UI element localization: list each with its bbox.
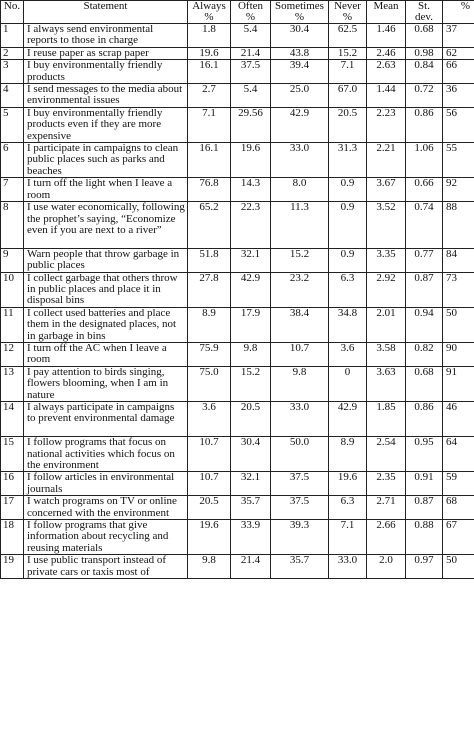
cell-pct: 50 [443,555,474,579]
table-row [1,307,474,342]
cell-never: 33.0 [329,555,367,579]
table-row [1,47,474,59]
cell-statement: I always send environmental reports to those in charge [24,24,188,48]
cell-no: 9 [1,248,24,272]
header-no: No. [1,1,24,24]
cell-no: 3 [1,60,24,84]
cell-never: 0.9 [329,178,367,202]
table-row [1,24,474,48]
cell-stdev: 0.86 [406,107,443,142]
cell-pct: 56 [443,107,474,142]
header-pct: % [443,1,474,24]
cell-sometimes: 38.4 [271,307,329,342]
cell-sometimes: 39.4 [271,60,329,84]
cell-often: 32.1 [231,472,271,496]
cell-no: 14 [1,401,24,436]
cell-stdev: 0.68 [406,24,443,48]
cell-sometimes: 9.8 [271,366,329,401]
cell-always: 7.1 [188,107,231,142]
cell-statement: I reuse paper as scrap paper [24,47,188,59]
cell-stdev: 0.87 [406,496,443,520]
cell-mean: 2.92 [367,272,406,307]
cell-never: 7.1 [329,60,367,84]
cell-never: 19.6 [329,472,367,496]
table-row [1,472,474,496]
header-mean: Mean [367,1,406,24]
cell-never: 0.9 [329,202,367,249]
cell-pct: 91 [443,366,474,401]
cell-sometimes: 8.0 [271,178,329,202]
cell-sometimes: 42.9 [271,107,329,142]
cell-no: 18 [1,520,24,555]
cell-no: 11 [1,307,24,342]
cell-never: 42.9 [329,401,367,436]
cell-pct: 84 [443,248,474,272]
cell-mean: 2.46 [367,47,406,59]
cell-pct: 37 [443,24,474,48]
cell-never: 3.6 [329,342,367,366]
header-often: Often % [231,1,271,24]
table-row [1,84,474,108]
cell-never: 0 [329,366,367,401]
cell-mean: 2.63 [367,60,406,84]
cell-pct: 64 [443,437,474,472]
cell-stdev: 0.82 [406,342,443,366]
table-row [1,107,474,142]
header-never: Never % [329,1,367,24]
table-row [1,202,474,249]
table-body [1,24,474,579]
table-row [1,437,474,472]
table-row [1,143,474,178]
header-sometimes: Sometimes % [271,1,329,24]
cell-mean: 3.63 [367,366,406,401]
cell-statement: I follow programs that give information about recycling and reusing materials [24,520,188,555]
cell-statement: I watch programs on TV or online concerned with the environment [24,496,188,520]
table-row [1,248,474,272]
cell-mean: 2.35 [367,472,406,496]
cell-statement: I always participate in campaigns to prevent environmental damage [24,401,188,436]
cell-stdev: 0.74 [406,202,443,249]
cell-statement: I send messages to the media about environmental issues [24,84,188,108]
cell-no: 12 [1,342,24,366]
table-row [1,178,474,202]
header-stdev: St. dev. [406,1,443,24]
cell-no: 1 [1,24,24,48]
cell-no: 7 [1,178,24,202]
cell-statement: Warn people that throw garbage in public places [24,248,188,272]
cell-no: 13 [1,366,24,401]
table-row [1,60,474,84]
cell-always: 9.8 [188,555,231,579]
cell-never: 15.2 [329,47,367,59]
cell-pct: 67 [443,520,474,555]
cell-mean: 3.58 [367,342,406,366]
cell-mean: 3.35 [367,248,406,272]
cell-never: 8.9 [329,437,367,472]
cell-often: 37.5 [231,60,271,84]
cell-often: 21.4 [231,555,271,579]
header-statement: Statement [24,1,188,24]
cell-no: 15 [1,437,24,472]
cell-often: 19.6 [231,143,271,178]
cell-always: 19.6 [188,520,231,555]
cell-stdev: 0.72 [406,84,443,108]
cell-often: 30.4 [231,437,271,472]
table-header [1,1,474,24]
cell-often: 33.9 [231,520,271,555]
cell-always: 75.0 [188,366,231,401]
cell-stdev: 0.94 [406,307,443,342]
cell-statement: I turn off the AC when I leave a room [24,342,188,366]
cell-pct: 46 [443,401,474,436]
cell-often: 22.3 [231,202,271,249]
cell-statement: I pay attention to birds singing, flowers blooming, when I am in nature [24,366,188,401]
cell-always: 75.9 [188,342,231,366]
cell-no: 16 [1,472,24,496]
cell-sometimes: 23.2 [271,272,329,307]
cell-always: 8.9 [188,307,231,342]
cell-no: 19 [1,555,24,579]
cell-mean: 2.0 [367,555,406,579]
cell-always: 51.8 [188,248,231,272]
table-row [1,496,474,520]
cell-stdev: 0.86 [406,401,443,436]
cell-statement: I participate in campaigns to clean public places such as parks and beaches [24,143,188,178]
cell-often: 17.9 [231,307,271,342]
cell-always: 1.8 [188,24,231,48]
cell-stdev: 1.06 [406,143,443,178]
cell-pct: 50 [443,307,474,342]
cell-no: 4 [1,84,24,108]
cell-pct: 73 [443,272,474,307]
header-always: Always % [188,1,231,24]
cell-often: 32.1 [231,248,271,272]
cell-often: 42.9 [231,272,271,307]
cell-always: 76.8 [188,178,231,202]
cell-pct: 36 [443,84,474,108]
cell-no: 6 [1,143,24,178]
cell-always: 16.1 [188,143,231,178]
cell-always: 65.2 [188,202,231,249]
table-row [1,342,474,366]
cell-never: 31.3 [329,143,367,178]
cell-often: 29.56 [231,107,271,142]
cell-sometimes: 39.3 [271,520,329,555]
cell-pct: 66 [443,60,474,84]
cell-statement: I collect garbage that others throw in public places and place it in disposal bins [24,272,188,307]
cell-always: 19.6 [188,47,231,59]
cell-mean: 2.71 [367,496,406,520]
cell-sometimes: 37.5 [271,472,329,496]
cell-always: 10.7 [188,472,231,496]
cell-statement: I buy environmentally friendly products even if they are more expensive [24,107,188,142]
cell-sometimes: 25.0 [271,84,329,108]
cell-often: 15.2 [231,366,271,401]
cell-never: 62.5 [329,24,367,48]
table-row [1,555,474,579]
cell-mean: 3.67 [367,178,406,202]
cell-never: 0.9 [329,248,367,272]
cell-stdev: 0.95 [406,437,443,472]
cell-always: 20.5 [188,496,231,520]
cell-never: 34.8 [329,307,367,342]
cell-sometimes: 33.0 [271,143,329,178]
cell-stdev: 0.91 [406,472,443,496]
cell-stdev: 0.98 [406,47,443,59]
cell-never: 20.5 [329,107,367,142]
table-row [1,401,474,436]
cell-mean: 2.01 [367,307,406,342]
cell-mean: 2.21 [367,143,406,178]
cell-never: 6.3 [329,496,367,520]
cell-statement: I follow articles in environmental journals [24,472,188,496]
cell-sometimes: 35.7 [271,555,329,579]
cell-sometimes: 30.4 [271,24,329,48]
cell-statement: I collect used batteries and place them in the designated places, not in garbage in bins [24,307,188,342]
cell-often: 5.4 [231,24,271,48]
cell-statement: I follow programs that focus on national activities which focus on the environment [24,437,188,472]
cell-mean: 1.46 [367,24,406,48]
cell-often: 21.4 [231,47,271,59]
cell-mean: 1.44 [367,84,406,108]
cell-pct: 59 [443,472,474,496]
cell-always: 10.7 [188,437,231,472]
cell-sometimes: 11.3 [271,202,329,249]
table-row [1,520,474,555]
cell-stdev: 0.66 [406,178,443,202]
cell-mean: 3.52 [367,202,406,249]
cell-no: 2 [1,47,24,59]
cell-sometimes: 33.0 [271,401,329,436]
cell-pct: 68 [443,496,474,520]
cell-often: 35.7 [231,496,271,520]
cell-mean: 2.54 [367,437,406,472]
table-row [1,272,474,307]
cell-sometimes: 43.8 [271,47,329,59]
cell-pct: 62 [443,47,474,59]
cell-always: 16.1 [188,60,231,84]
cell-mean: 1.85 [367,401,406,436]
cell-statement: I use public transport instead of private cars or taxis most of [24,555,188,579]
cell-sometimes: 15.2 [271,248,329,272]
cell-statement: I use water economically, following the prophet’s saying, “Economize even if you are next to a river” [24,202,188,249]
cell-stdev: 0.88 [406,520,443,555]
cell-stdev: 0.84 [406,60,443,84]
cell-no: 8 [1,202,24,249]
cell-stdev: 0.87 [406,272,443,307]
cell-always: 27.8 [188,272,231,307]
cell-pct: 90 [443,342,474,366]
cell-no: 5 [1,107,24,142]
cell-never: 67.0 [329,84,367,108]
cell-always: 3.6 [188,401,231,436]
cell-often: 9.8 [231,342,271,366]
cell-always: 2.7 [188,84,231,108]
cell-often: 20.5 [231,401,271,436]
cell-mean: 2.23 [367,107,406,142]
cell-never: 7.1 [329,520,367,555]
cell-never: 6.3 [329,272,367,307]
cell-sometimes: 10.7 [271,342,329,366]
cell-stdev: 0.68 [406,366,443,401]
cell-no: 10 [1,272,24,307]
cell-stdev: 0.97 [406,555,443,579]
cell-sometimes: 37.5 [271,496,329,520]
table-row [1,366,474,401]
cell-often: 14.3 [231,178,271,202]
cell-sometimes: 50.0 [271,437,329,472]
cell-pct: 55 [443,143,474,178]
cell-mean: 2.66 [367,520,406,555]
cell-often: 5.4 [231,84,271,108]
cell-no: 17 [1,496,24,520]
cell-statement: I turn off the light when I leave a room [24,178,188,202]
cell-stdev: 0.77 [406,248,443,272]
cell-statement: I buy environmentally friendly products [24,60,188,84]
cell-pct: 92 [443,178,474,202]
cell-pct: 88 [443,202,474,249]
